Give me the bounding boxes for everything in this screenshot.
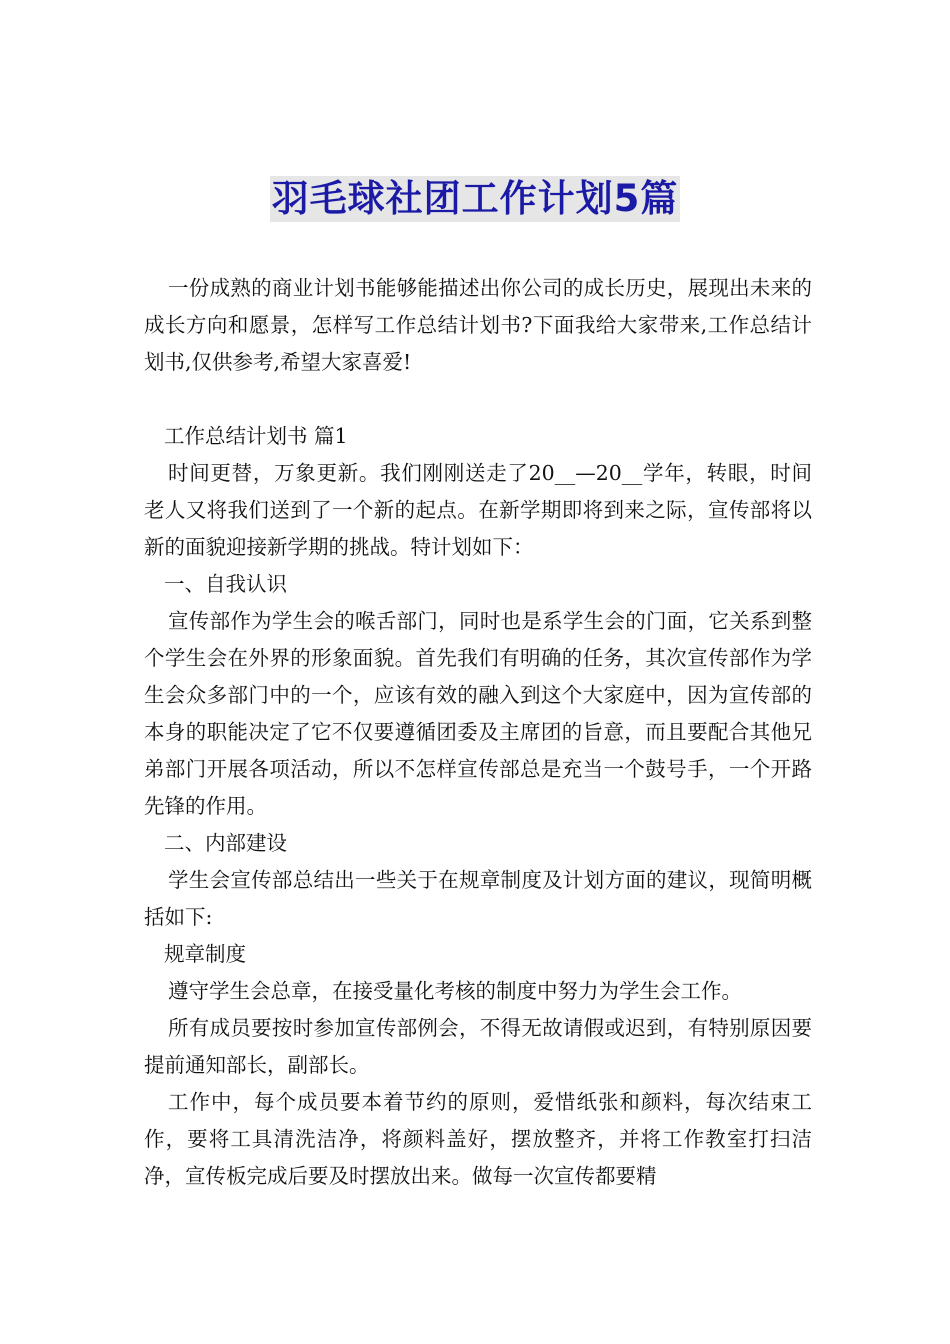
body-paragraph: 所有成员要按时参加宣传部例会，不得无故请假或迟到，有特别原因要提前通知部长，副部长。 [144, 1016, 812, 1077]
body-paragraph: 遵守学生会总章，在接受量化考核的制度中努力为学生会工作。 [168, 979, 742, 1003]
document-body [144, 270, 812, 1195]
title-container [0, 176, 950, 222]
body-paragraph: 工作中，每个成员要本着节约的原则，爱惜纸张和颜料，每次结束工作，要将工具清洗洁净，将颜料盖好，摆放整齐，并将工作教室打扫洁净，宣传板完成后要及时摆放出来。做每一次宣传都要精 [144, 1090, 812, 1188]
section-heading-part-1: 工作总结计划书 篇1 [164, 424, 348, 448]
subheading-rules: 规章制度 [164, 942, 246, 966]
body-paragraph: 学生会宣传部总结出一些关于在规章制度及计划方面的建议，现简明概括如下: [144, 868, 812, 929]
body-paragraph: 时间更替，万象更新。我们刚刚送走了20__—20__学年，转眼，时间老人又将我们送到了一个新的起点。在新学期即将到来之际，宣传部将以新的面貌迎接新学期的挑战。特计划如下： [144, 461, 812, 559]
body-paragraph: 宣传部作为学生会的喉舌部门，同时也是系学生会的门面，它关系到整个学生会在外界的形象面貌。首先我们有明确的任务，其次宣传部作为学生会众多部门中的一个，应该有效的融入到这个大家庭中，因为宣传部的本身的职能决定了它不仅要遵循团委及主席团的旨意，而且要配合其他兄弟部门开展各项活动，所以不怎样宣传部总是充当一个鼓号手，一个开路先锋的作用。 [144, 609, 812, 818]
section-heading-internal-building: 二、内部建设 [164, 831, 287, 855]
intro-paragraph: 一份成熟的商业计划书能够能描述出你公司的成长历史，展现出未来的成长方向和愿景，怎样写工作总结计划书?下面我给大家带来,工作总结计划书,仅供参考,希望大家喜爱! [144, 276, 812, 374]
section-heading-self-awareness: 一、自我认识 [164, 572, 287, 596]
document-title: 羽毛球社团工作计划5篇 [271, 177, 679, 220]
